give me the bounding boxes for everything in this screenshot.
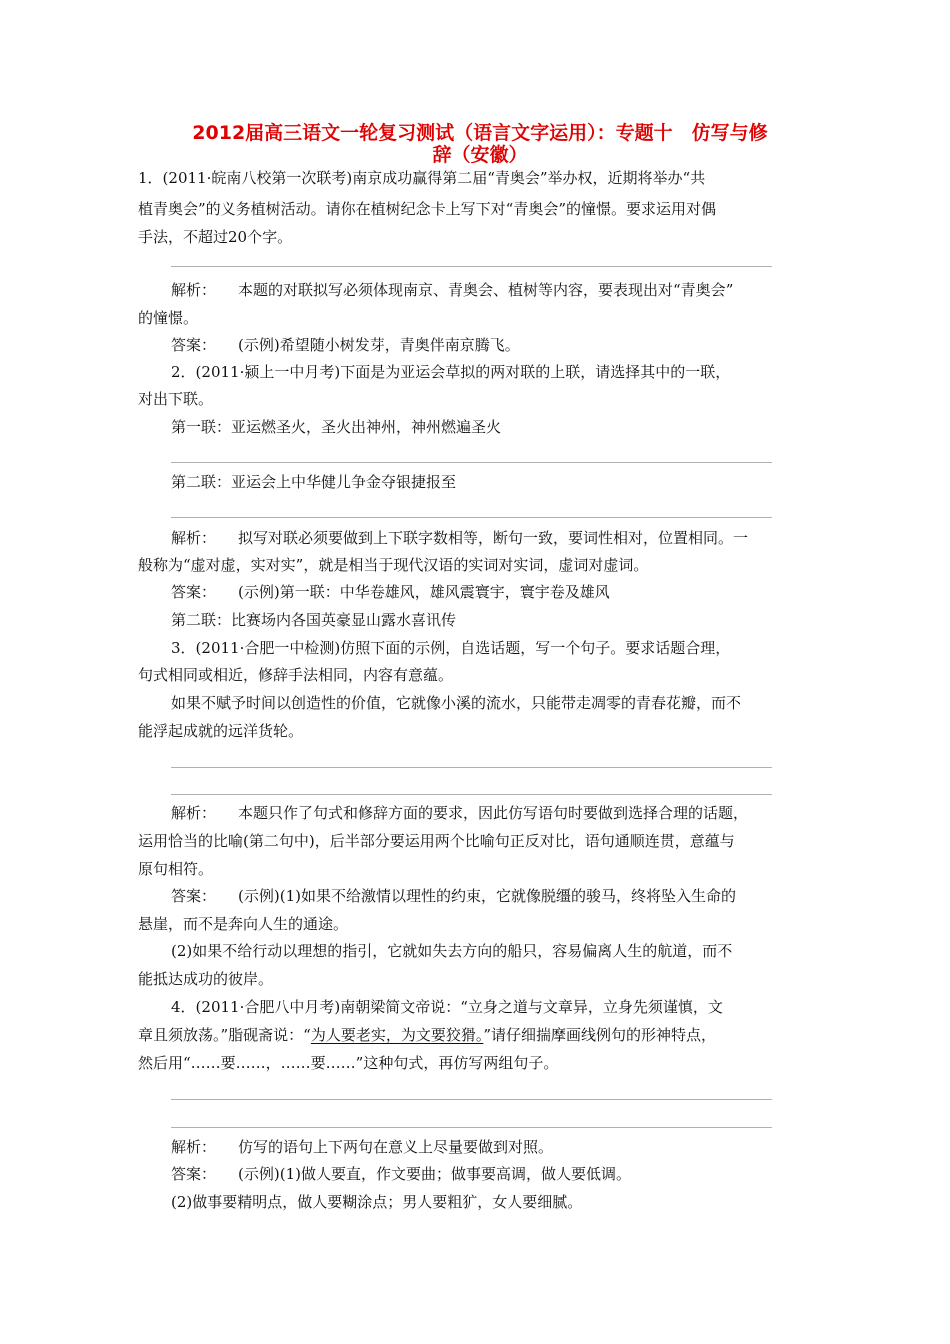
q1-line-2: 植青奥会”的义务植树活动。请你在植树纪念卡上写下对“青奥会”的憧憬。要求运用对偶	[138, 200, 717, 218]
answer-blank-line	[171, 266, 772, 267]
q4-answer-line-1: 答案： (示例)(1)做人要直，作文要曲；做事要高调，做人要低调。	[171, 1165, 631, 1183]
answer-blank-line	[171, 767, 772, 768]
analysis-label: 解析：	[171, 281, 217, 299]
q1-line-3: 手法，不超过20个字。	[138, 228, 293, 246]
q2-first-couplet: 第一联：亚运燃圣火，圣火出神州，神州燃遍圣火	[171, 418, 502, 436]
q3-answer-line-1: 答案： (示例)(1)如果不给激情以理性的约束，它就像脱缰的骏马，终将坠入生命的	[171, 887, 736, 905]
q3-answer-line-3: (2)如果不给行动以理想的指引，它就如失去方向的船只，容易偏离人生的航道，而不	[171, 942, 733, 960]
analysis-label: 解析：	[171, 1138, 217, 1156]
answer-blank-line	[171, 794, 772, 795]
analysis-label: 解析：	[171, 529, 217, 547]
q4-line-1: 4．(2011·合肥八中月考)南朝梁简文帝说：“立身之道与文章异，立身先须谨慎，文	[171, 998, 723, 1016]
answer-label: 答案：	[171, 887, 217, 905]
q3-example-line-2: 能浮起成就的远洋货轮。	[138, 722, 304, 740]
q2-line-2: 对出下联。	[138, 390, 214, 408]
q2-analysis-line-2: 般称为“虚对虚，实对实”，就是相当于现代汉语的实词对实词，虚词对虚词。	[138, 556, 649, 574]
analysis-label: 解析：	[171, 804, 217, 822]
q2-answer-line-2: 第二联：比赛场内各国英豪显山露水喜讯传	[171, 611, 457, 629]
q3-example-line-1: 如果不赋予时间以创造性的价值，它就像小溪的流水，只能带走凋零的青春花瓣，而不	[171, 694, 742, 712]
answer-blank-line	[171, 462, 772, 463]
q2-second-couplet: 第二联：亚运会上中华健儿争金夺银捷报至	[171, 473, 457, 491]
q4-line-2: 章且须放荡。”脂砚斋说：“为人要老实，为文要狡猾。”请仔细揣摩画线例句的形神特点，	[138, 1026, 717, 1044]
q2-analysis-line-1: 解析： 拟写对联必须要做到上下联字数相等，断句一致，要词性相对，位置相同。一	[171, 529, 749, 547]
q1-line-1: 1．(2011·皖南八校第一次联考)南京成功赢得第二届“青奥会”举办权，近期将举办“共	[138, 169, 706, 187]
title-line-1: 2012届高三语文一轮复习测试（语言文字运用）：专题十 仿写与修	[192, 122, 768, 144]
q3-line-1: 3．(2011·合肥一中检测)仿照下面的示例，自选话题，写一个句子。要求话题合理，	[171, 639, 731, 657]
answer-blank-line	[171, 517, 772, 518]
answer-label: 答案：	[171, 336, 217, 354]
q1-analysis-line-1: 解析： 本题的对联拟写必须体现南京、青奥会、植树等内容，要表现出对“青奥会”	[171, 281, 734, 299]
q4-line-3: 然后用“……要……，……要……”这种句式，再仿写两组句子。	[138, 1054, 559, 1072]
q4-answer-line-2: (2)做事要精明点，做人要糊涂点；男人要粗犷，女人要细腻。	[171, 1193, 583, 1211]
q3-analysis-line-1: 解析： 本题只作了句式和修辞方面的要求，因此仿写语句时要做到选择合理的话题，	[171, 804, 749, 822]
document-title	[120, 122, 840, 166]
q3-answer-line-2: 悬崖，而不是奔向人生的通途。	[138, 915, 349, 933]
q3-analysis-line-2: 运用恰当的比喻(第二句中)，后半部分要运用两个比喻句正反对比，语句通顺连贯，意蕴与	[138, 832, 735, 850]
q1-answer: 答案： (示例)希望随小树发芽，青奥伴南京腾飞。	[171, 336, 520, 354]
answer-label: 答案：	[171, 583, 217, 601]
q3-answer-line-4: 能抵达成功的彼岸。	[138, 970, 274, 988]
q3-analysis-line-3: 原句相符。	[138, 860, 214, 878]
q2-line-1: 2．(2011·颍上一中月考)下面是为亚运会草拟的两对联的上联，请选择其中的一联，	[171, 363, 731, 381]
q3-line-2: 句式相同或相近，修辞手法相同，内容有意蕴。	[138, 666, 454, 684]
q4-analysis: 解析： 仿写的语句上下两句在意义上尽量要做到对照。	[171, 1138, 554, 1156]
answer-blank-line	[171, 1127, 772, 1128]
q2-answer-line-1: 答案： (示例)第一联：中华卷雄风，雄风震寰宇，寰宇卷及雄风	[171, 583, 610, 601]
q1-analysis-line-2: 的憧憬。	[138, 309, 199, 327]
answer-label: 答案：	[171, 1165, 217, 1183]
title-line-2: 辞（安徽）	[432, 144, 528, 166]
answer-blank-line	[171, 1099, 772, 1100]
underlined-example-sentence: 为人要老实，为文要狡猾。	[310, 1026, 484, 1044]
